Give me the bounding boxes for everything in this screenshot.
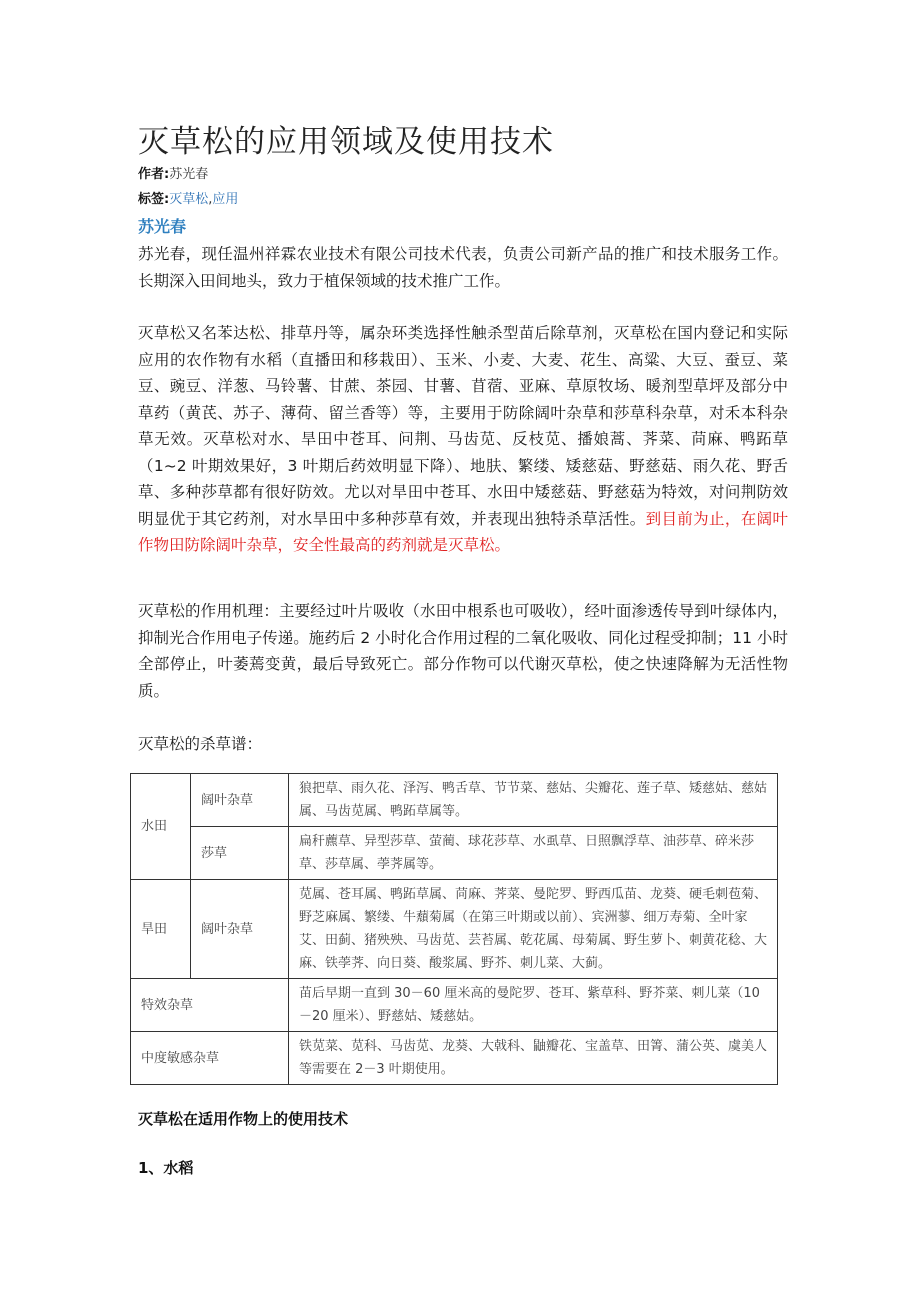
tags-line	[138, 188, 238, 207]
tag-link-mcs[interactable]: 灭草松	[169, 192, 209, 207]
weed-list-cell: 苗后早期一直到 30－60 厘米高的曼陀罗、苍耳、紫草科、野芥菜、刺儿菜（10－20 厘米）、野慈姑、矮慈姑。	[289, 979, 778, 1032]
category-cell-special: 特效杂草	[131, 979, 289, 1032]
table-row	[131, 979, 778, 1032]
weed-list-cell: 狼把草、雨久花、泽泻、鸭舌草、节节菜、慈姑、尖瓣花、莲子草、矮慈姑、慈姑属、马齿苋属、鸭跖草属等。	[289, 774, 778, 827]
table-row	[131, 1032, 778, 1085]
intro-paragraph	[138, 320, 788, 559]
intro-highlight: 到目前为止，在阔叶作物田防除阔叶杂草，安全性最高的药剂就是灭草松。	[138, 509, 788, 554]
table-row	[131, 880, 778, 979]
weed-list-cell: 苋属、苍耳属、鸭跖草属、苘麻、荠菜、曼陀罗、野西瓜苗、龙葵、硬毛刺苞菊、野芝麻属、繁缕、牛蘈菊属（在第三叶期或以前）、宾洲蓼、细万寿菊、全叶家艾、田蓟、猪殃殃、马齿苋、芸苔属、乾花属、母菊属、野生萝卜、刺黄花稔、大麻、铁荸荠、向日葵、酸浆属、野芥、刺儿菜、大蓟。	[289, 880, 778, 979]
intro-text: 灭草松又名苯达松、排草丹等，属杂环类选择性触杀型苗后除草剂，灭草松在国内登记和实际应用的农作物有水稻（直播田和移栽田）、玉米、小麦、大麦、花生、高粱、大豆、蚕豆、菜豆、豌豆、洋葱、马铃薯、甘蔗、茶园、甘薯、苜蓿、亚麻、草原牧场、暖剂型草坪及部分中草药（黄芪、苏子、薄荷、留兰香等）等，主要用于防除阔叶杂草和莎草科杂草，对禾本科杂草无效。灭草松对水、旱田中苍耳、问荆、马齿苋、反枝苋、播娘蒿、荠菜、苘麻、鸭跖草（1~2 叶期效果好，3 叶期后药效明显下降）、地肤、繁缕、矮慈菇、野慈菇、雨久花、野舌草、多种莎草都有很好防效。尤以对旱田中苍耳、水田中矮慈菇、野慈菇为特效，对问荆防效明显优于其它药剂，对水旱田中多种莎草有效，并表现出独特杀草活性。	[138, 324, 788, 528]
usage-subheading-rice: 1、水稻	[138, 1159, 194, 1177]
tag-link-application[interactable]: 应用	[212, 192, 239, 207]
tags-label: 标签:	[138, 192, 170, 207]
tag-separator: ,	[208, 192, 213, 207]
category-cell-paddy: 水田	[131, 774, 191, 880]
category-cell-moderate: 中度敏感杂草	[131, 1032, 289, 1085]
subcategory-cell: 阔叶杂草	[191, 774, 289, 827]
table-row	[131, 827, 778, 880]
author-bio-heading: 苏光春	[138, 217, 187, 236]
table-row	[131, 774, 778, 827]
author-label: 作者:	[138, 167, 170, 182]
subcategory-cell: 莎草	[191, 827, 289, 880]
usage-heading: 灭草松在适用作物上的使用技术	[138, 1110, 349, 1128]
author-bio-text: 苏光春，现任温州祥霖农业技术有限公司技术代表，负责公司新产品的推广和技术服务工作。长期深入田间地头，致力于植保领域的技术推广工作。	[138, 245, 788, 290]
category-cell-upland: 旱田	[131, 880, 191, 979]
author-name: 苏光春	[169, 167, 209, 182]
weed-list-cell: 扁秆藨草、异型莎草、萤蔺、球花莎草、水虱草、日照飘浮草、油莎草、碎米莎草、莎草属、荸荠属等。	[289, 827, 778, 880]
subcategory-cell: 阔叶杂草	[191, 880, 289, 979]
weed-spectrum-table	[130, 773, 778, 1085]
page-title: 灭草松的应用领域及使用技术	[138, 124, 554, 160]
author-line	[138, 163, 208, 182]
spectrum-label: 灭草松的杀草谱：	[138, 735, 263, 753]
mechanism-paragraph: 灭草松的作用机理：主要经过叶片吸收（水田中根系也可吸收），经叶面渗透传导到叶绿体内，抑制光合作用电子传递。施药后 2 小时化合作用过程的二氧化吸收、同化过程受抑制；11 小时全部停止，叶萎蔫变黄，最后导致死亡。部分作物可以代谢灭草松，使之快速降解为无活性物质。	[138, 602, 788, 700]
weed-list-cell: 铁苋菜、苋科、马齿苋、龙葵、大戟科、鼬瓣花、宝盖草、田箐、蒲公英、虞美人等需要在 2－3 叶期使用。	[289, 1032, 778, 1085]
